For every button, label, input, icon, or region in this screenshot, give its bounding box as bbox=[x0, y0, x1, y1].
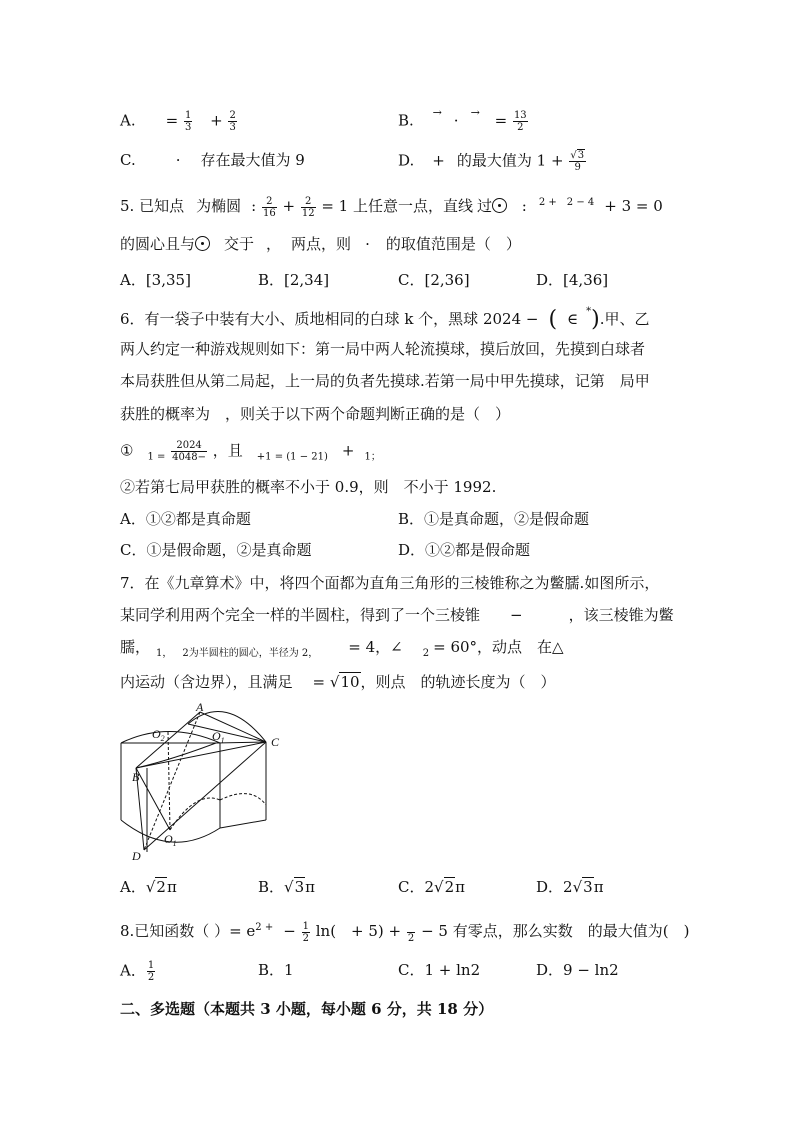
q8-option-c: C．1 + ln2 bbox=[398, 961, 481, 979]
q6-statement-1: ① $_{1 =}$ $\frac{2024}{4048-}$ ，且 $_{+1 = (1 - 21)}$ + $_{1;}$ bbox=[120, 440, 381, 463]
label-d: D bbox=[132, 849, 141, 862]
label-c: C bbox=[271, 735, 280, 749]
q6-statement-2: ②若第七局甲获胜的概率不小于 0.9，则 不小于 1992. bbox=[120, 478, 497, 496]
q7-line-1: 7．在《九章算术》中，将四个面都为直角三角形的三棱锥称之为鳖臑.如图所示， bbox=[120, 574, 660, 592]
q6-option-d: D．①②都是假命题 bbox=[398, 541, 531, 559]
q7-line-3: 臑， $_{1,}$ $_{2为半圆柱的圆心,半径为 2,}$ = 4，∠ $_2$ = 60°，动点 在△ bbox=[120, 638, 564, 659]
q8-option-a: A． $\frac{1}{2}$ bbox=[120, 960, 155, 983]
q7-option-a: A．√2π bbox=[120, 878, 177, 896]
label-b: B bbox=[132, 770, 140, 784]
q7-option-c: C．2√2π bbox=[398, 878, 465, 896]
q4-option-a: A. = $\frac{1}{3}$ + $\frac{2}{3}$ bbox=[120, 110, 236, 133]
q5-option-b: B．[2,34] bbox=[258, 271, 330, 289]
circle-dot-icon bbox=[195, 236, 210, 251]
q4-option-d: D. + 的最大值为 1 + $\frac{√3}{9}$ bbox=[398, 150, 585, 173]
q6-line-2: 两人约定一种游戏规则如下：第一局中两人轮流摸球，摸后放回，先摸到白球者 bbox=[120, 340, 646, 358]
q6-option-c: C．①是假命题，②是真命题 bbox=[120, 541, 312, 559]
q8-option-b: B．1 bbox=[258, 961, 294, 979]
pyramid-half-cylinder-figure bbox=[116, 700, 291, 862]
q7-line-4: 内运动（含边界），且满足 = √10，则点 的轨迹长度为（ ） bbox=[120, 673, 556, 691]
q5-option-a: A．[3,35] bbox=[120, 271, 191, 289]
q7-line-2: 某同学利用两个完全一样的半圆柱，得到了一个三棱锥 − ，该三棱锥为鳖 bbox=[120, 606, 674, 624]
q4-option-b: B. → · → = $\frac{13}{2}$ bbox=[398, 105, 527, 133]
q4-option-c: C. · 存在最大值为 9 bbox=[120, 151, 305, 169]
q8-line-1: 8.已知函数（ ）= $e^{2 +}$ − $\frac{1}{2}$ ln( + 5) + 2 − 5 有零点，那么实数 的最大值为( ) bbox=[120, 920, 690, 944]
label-o1-bottom: $O_1$ bbox=[164, 832, 177, 848]
label-o2: $O_2$ bbox=[152, 727, 165, 743]
q6-option-b: B．①是真命题，②是假命题 bbox=[398, 510, 590, 528]
q6-line-3: 本局获胜但从第二局起，上一局的负者先摸球.若第一局中甲先摸球，记第 局甲 bbox=[120, 372, 650, 390]
q6-line-1: 6．有一袋子中装有大小、质地相同的白球 k 个，黑球 2024 − ( ∈ *).甲、乙 bbox=[120, 306, 650, 332]
q8-option-d: D．9 − ln2 bbox=[536, 961, 619, 979]
q7-option-d: D．2√3π bbox=[536, 878, 604, 896]
q6-line-4: 获胜的概率为 ，则关于以下两个命题判断正确的是（ ） bbox=[120, 405, 511, 423]
q5-option-c: C．[2,36] bbox=[398, 271, 470, 289]
q5-option-d: D．[4,36] bbox=[536, 271, 609, 289]
section-heading: 二、多选题（本题共 3 小题，每小题 6 分，共 18 分） bbox=[120, 1000, 494, 1018]
q7-option-b: B．√3π bbox=[258, 878, 315, 896]
circle-dot-icon bbox=[492, 198, 507, 213]
label-a: A bbox=[196, 700, 204, 714]
q5-line-1: 5. 已知点 为椭圆 : $\frac{2}{16}$ + $\frac{2}{12}$ = 1 上任意一点，直线 过 : $^{2 +}$ $^{2 - 4}$ + 3 = 0 bbox=[120, 195, 663, 219]
q5-line-2: 的圆心且与 交于 ， 两点，则 · 的取值范围是（ ） bbox=[120, 235, 521, 253]
q6-option-a: A．①②都是真命题 bbox=[120, 510, 251, 528]
label-o1: $O_1$ bbox=[212, 729, 225, 745]
